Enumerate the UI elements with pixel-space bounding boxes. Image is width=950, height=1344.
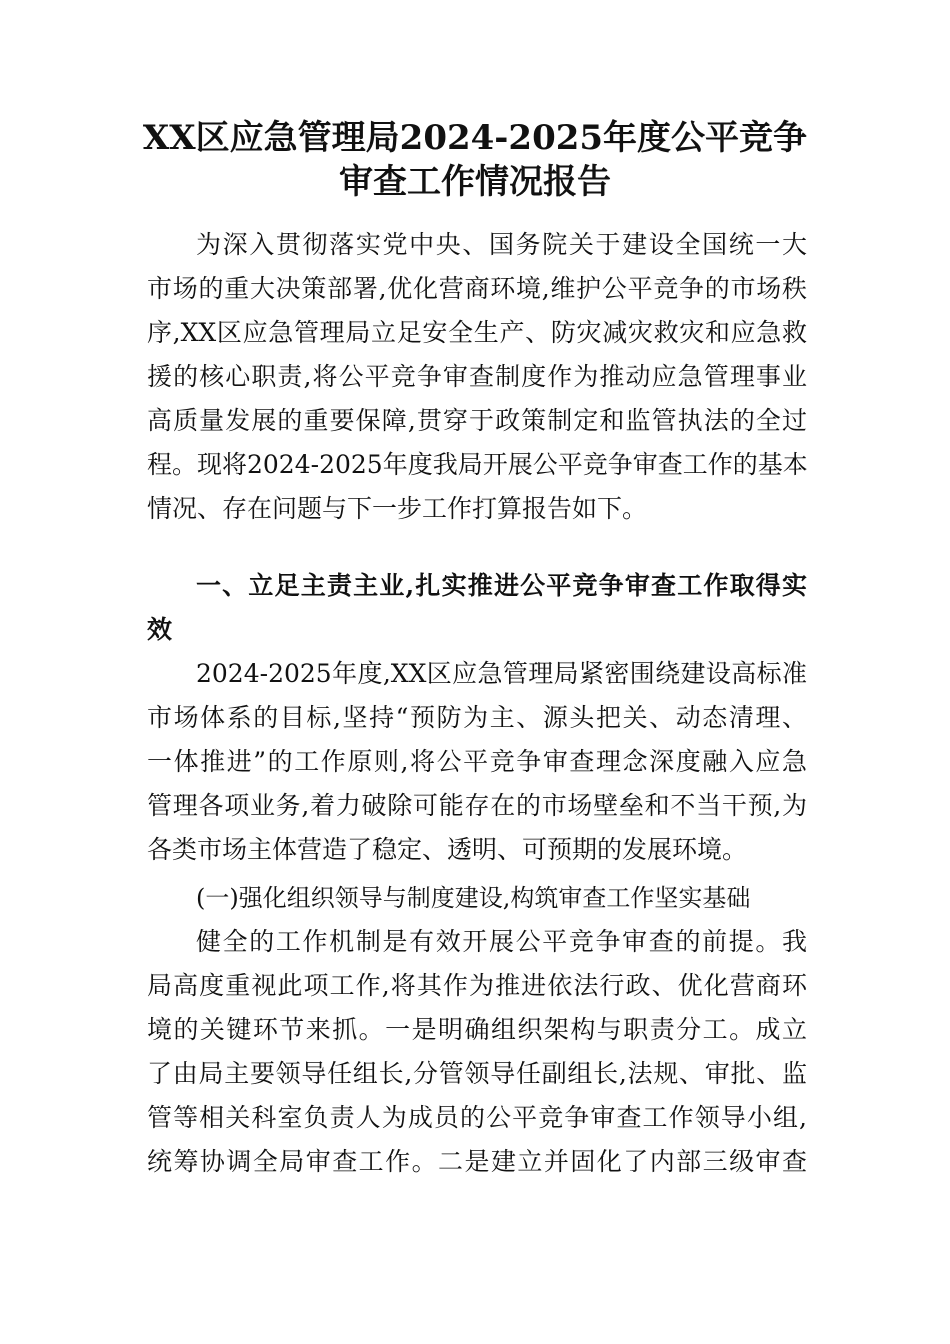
section-heading-1-cont: 效 — [147, 615, 173, 644]
subsection1-line: 健全的工作机制是有效开展公平竞争审查的前提。我 — [196, 927, 807, 956]
document-title-line-2: 审查工作情况报告 — [339, 162, 611, 202]
document-title-line-1: XX区应急管理局2024-2025年度公平竞争 — [142, 118, 808, 158]
subsection-heading-1: (一)强化组织领导与制度建设,构筑审查工作坚实基础 — [196, 884, 751, 912]
section1-line: 2024-2025年度,XX区应急管理局紧密围绕建设高标准 — [196, 659, 807, 688]
intro-line: 为深入贯彻落实党中央、国务院关于建设全国统一大 — [196, 230, 807, 259]
intro-line: 程。现将2024-2025年度我局开展公平竞争审查工作的基本 — [147, 450, 808, 479]
intro-line: 市场的重大决策部署,优化营商环境,维护公平竞争的市场秩 — [147, 274, 807, 303]
section1-line: 管理各项业务,着力破除可能存在的市场壁垒和不当干预,为 — [147, 791, 807, 820]
intro-line: 情况、存在问题与下一步工作打算报告如下。 — [147, 494, 648, 523]
section1-line: 一体推进”的工作原则,将公平竞争审查理念深度融入应急 — [147, 747, 807, 776]
subsection1-line: 统筹协调全局审查工作。二是建立并固化了内部三级审查 — [147, 1147, 807, 1176]
subsection1-line: 了由局主要领导任组长,分管领导任副组长,法规、审批、监 — [147, 1059, 807, 1088]
subsection1-line: 管等相关科室负责人为成员的公平竞争审查工作领导小组, — [147, 1103, 807, 1132]
subsection1-line: 境的关键环节来抓。一是明确组织架构与职责分工。成立 — [147, 1015, 807, 1044]
intro-line: 援的核心职责,将公平竞争审查制度作为推动应急管理事业 — [147, 362, 807, 391]
section1-line: 市场体系的目标,坚持“预防为主、源头把关、动态清理、 — [147, 703, 807, 732]
intro-line: 高质量发展的重要保障,贯穿于政策制定和监管执法的全过 — [147, 406, 807, 435]
section-heading-1: 一、立足主责主业,扎实推进公平竞争审查工作取得实 — [196, 571, 807, 600]
section1-line: 各类市场主体营造了稳定、透明、可预期的发展环境。 — [147, 835, 748, 864]
subsection1-line: 局高度重视此项工作,将其作为推进依法行政、优化营商环 — [147, 971, 807, 1000]
intro-line: 序,XX区应急管理局立足安全生产、防灾减灾救灾和应急救 — [147, 318, 807, 347]
